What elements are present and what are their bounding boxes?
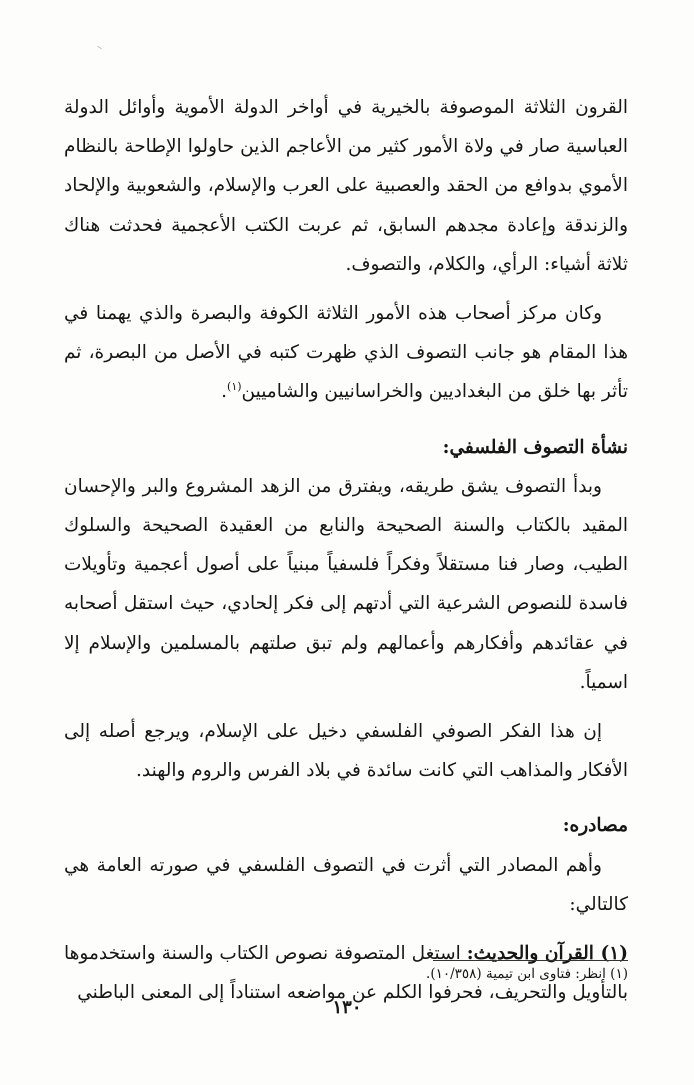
paragraph-5: وأهم المصادر التي أثرت في التصوف الفلسفي في صورته العامة هي كالتالي: (64, 854, 628, 915)
footnote-reference[interactable]: (١) (227, 380, 242, 394)
section-heading-sources: مصادره: (562, 815, 628, 837)
scan-mark (97, 46, 102, 49)
footnote-divider (433, 960, 628, 961)
paragraph-1: القرون الثلاثة الموصوفة بالخيرية في أواخر الدولة الأموية وأوائل الدولة العباسية صار في ولاة الأمور كثير من الأعاجم الذين حاولوا الإطاحة بالنظام الأموي بدوافع من الحقد والعصبية على العرب والإسلام، والشعوبية والإلحاد والزندقة وإعادة مجدهم السابق، ثم عربت الكتب الأعجمية فحدثت هناك ثلاثة أشياء: الرأي، والكلام، والتصوف. (64, 97, 628, 275)
source-item-label: (١) القرآن والحديث: (466, 943, 628, 965)
paragraph-2-end: . (221, 381, 228, 403)
page-number: ١٣٠ (332, 997, 362, 1018)
paragraph-2 (64, 294, 628, 412)
paragraph-3: وبدأ التصوف يشق طريقه، ويفترق من الزهد المشروع والبر والإحسان المقيد بالكتاب والسنة الصحيحة والنابع من العقيدة الصحيحة والسلوك الطيب، وصار فنا مستقلاً وفكراً فلسفياً مبنياً على أصول أعجمية وتأويلات فاسدة للنصوص الشرعية التي أدتهم إلى فكر إلحادي، حيث استقل أصحابه في عقائدهم وأفكارهم وأعمالهم ولم تبق صلتهم بالمسلمين والإسلام إلا اسمياً. (64, 475, 628, 693)
source-item-text: استغل المتصوفة نصوص الكتاب والسنة واستخدموها بالتأويل والتحريف، فحرفوا الكلم عن مواضعه استناداً إلى المعنى الباطني (64, 943, 628, 1004)
paragraph-2-text: وكان مركز أصحاب هذه الأمور الثلاثة الكوفة والبصرة والذي يهمنا في هذا المقام هو جانب التصوف الذي ظهرت كتبه في الأصل من البصرة، ثم تأثر بها خلق من البغداديين والخراسانيين والشاميين (64, 303, 628, 403)
footnote: (١) انظر: فتاوى ابن تيمية (١٠/٣٥٨). (426, 966, 628, 982)
section-heading-origin: نشأة التصوف الفلسفي: (442, 436, 628, 458)
paragraph-4: إن هذا الفكر الصوفي الفلسفي دخيل على الإسلام، ويرجع أصله إلى الأفكار والمذاهب التي كانت سائدة في بلاد الفرس والروم والهند. (64, 721, 628, 782)
main-text (64, 88, 628, 1012)
